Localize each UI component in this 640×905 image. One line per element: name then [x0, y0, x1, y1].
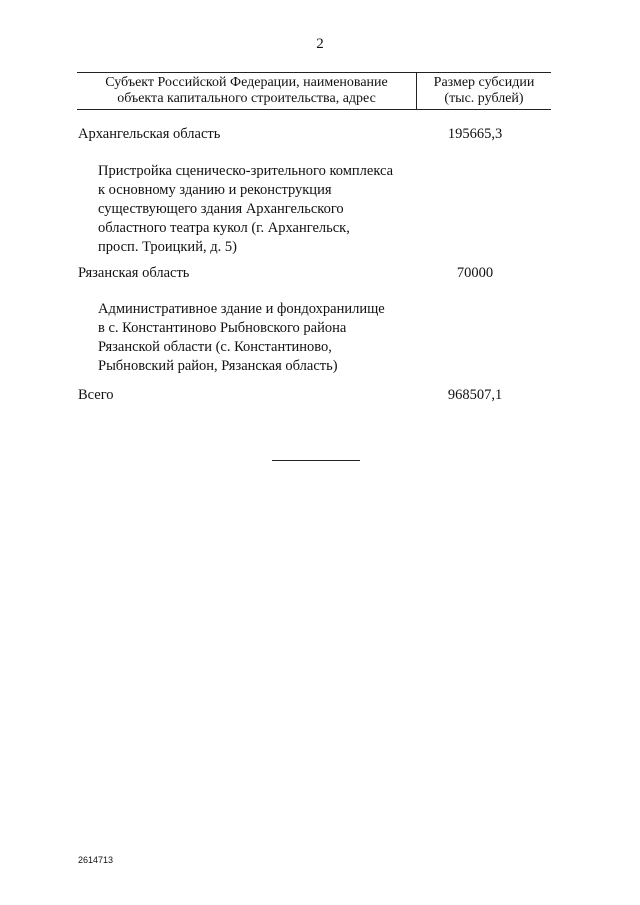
description-line: областного театра кукол (г. Архангельск,: [98, 220, 350, 236]
total-amount: 968507,1: [447, 387, 503, 403]
description-line: Рязанской области (с. Константиново,: [98, 339, 332, 355]
description-line: Пристройка сценическо-зрительного комплекса: [98, 163, 394, 179]
region-amount: 70000: [456, 265, 494, 281]
description-line: Административное здание и фондохранилище: [98, 301, 385, 317]
description-line: существующего здания Архангельского: [98, 201, 344, 217]
header-subject-line-1: Субъект Российской Федерации, наименование: [105, 75, 388, 90]
total-label: Всего: [78, 387, 114, 403]
project-description: [98, 300, 418, 376]
document-code: 2614713: [78, 855, 114, 865]
table-header: [77, 72, 551, 110]
project-description: [98, 162, 418, 257]
header-subject-line-2: объекта капитального строительства, адрес: [117, 91, 376, 106]
header-amount-column: [417, 73, 551, 109]
description-line: просп. Троицкий, д. 5): [98, 239, 237, 255]
end-divider: [272, 460, 360, 461]
region-amount: 195665,3: [447, 126, 503, 142]
region-name: Архангельская область: [78, 126, 221, 142]
header-subject-column: [77, 73, 417, 109]
description-line: в с. Константиново Рыбновского района: [98, 320, 347, 336]
header-amount-line-2: (тыс. рублей): [444, 91, 524, 106]
page-number: 2: [316, 36, 324, 52]
header-amount-line-1: Размер субсидии: [433, 75, 535, 90]
description-line: Рыбновский район, Рязанская область): [98, 358, 338, 374]
region-name: Рязанская область: [78, 265, 190, 281]
description-line: к основному зданию и реконструкция: [98, 182, 332, 198]
